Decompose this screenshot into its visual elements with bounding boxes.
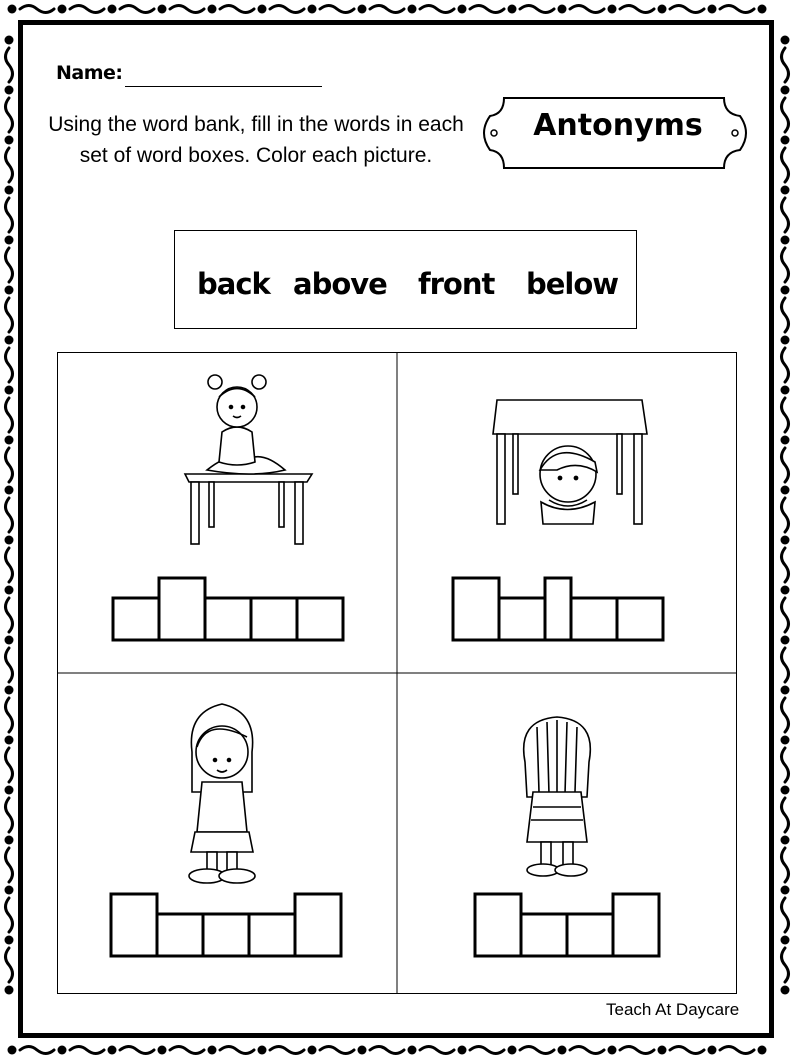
letter-box[interactable]: [205, 598, 251, 640]
name-label: Name:: [56, 62, 123, 84]
word-bank-word: below: [526, 267, 619, 301]
girl-front-illustration: [189, 704, 255, 883]
letter-box[interactable]: [157, 914, 203, 956]
word-bank-word: back: [197, 267, 270, 301]
letter-box-group: [113, 578, 343, 640]
letter-box[interactable]: [111, 894, 157, 956]
picture-grid: [57, 352, 737, 994]
instructions: Using the word bank, fill in the words in each set of word boxes. Color each picture.: [48, 113, 464, 167]
letter-box[interactable]: [613, 894, 659, 956]
footer-credit: Teach At Daycare: [606, 1000, 740, 1019]
letter-box[interactable]: [617, 598, 663, 640]
letter-box[interactable]: [295, 894, 341, 956]
letter-box[interactable]: [475, 894, 521, 956]
letter-box-group: [453, 578, 663, 640]
girl-on-table-illustration: [185, 375, 312, 544]
letter-box-group: [475, 894, 659, 956]
girl-back-illustration: [524, 717, 591, 876]
letter-box[interactable]: [251, 598, 297, 640]
boy-under-table-illustration: [493, 400, 647, 524]
letter-box[interactable]: [203, 914, 249, 956]
letter-box-group: [111, 894, 341, 956]
letter-box[interactable]: [571, 598, 617, 640]
word-bank: [174, 230, 637, 329]
letter-box[interactable]: [159, 578, 205, 640]
name-field[interactable]: [125, 86, 322, 87]
letter-box[interactable]: [453, 578, 499, 640]
letter-box[interactable]: [297, 598, 343, 640]
letter-box[interactable]: [521, 914, 567, 956]
worksheet-title: Antonyms: [533, 108, 703, 143]
letter-box[interactable]: [499, 598, 545, 640]
letter-box[interactable]: [545, 578, 571, 640]
word-bank-word: above: [293, 267, 387, 301]
letter-box[interactable]: [567, 914, 613, 956]
word-bank-word: front: [418, 267, 495, 301]
letter-box[interactable]: [249, 914, 295, 956]
letter-box[interactable]: [113, 598, 159, 640]
